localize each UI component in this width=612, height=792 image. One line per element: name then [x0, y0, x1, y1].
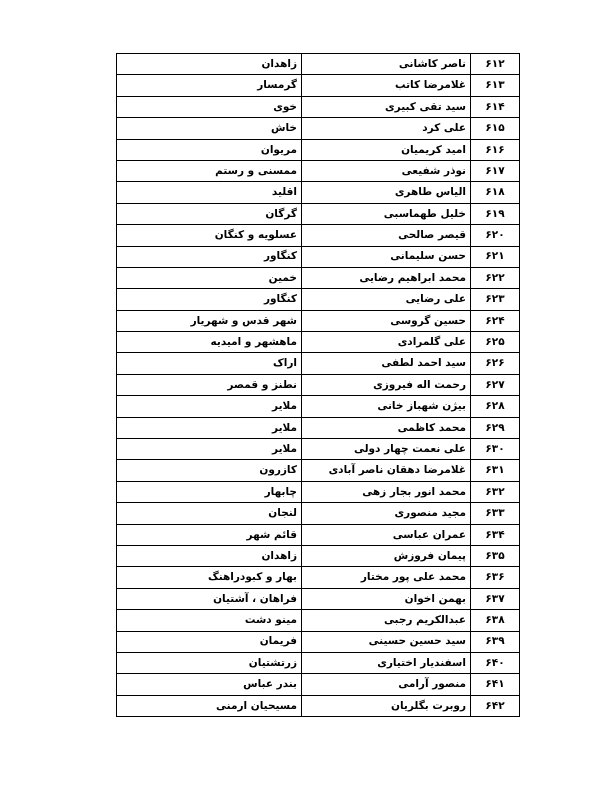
row-name: منصور آرامی — [302, 674, 471, 695]
row-name: علی کرد — [302, 118, 471, 139]
table-row — [117, 75, 520, 96]
row-city: بندر عباس — [117, 674, 302, 695]
row-city: مسیحیان ارمنی — [117, 695, 302, 716]
table-row — [117, 289, 520, 310]
row-number: ۶۲۹ — [471, 417, 520, 438]
table-row — [117, 545, 520, 566]
row-name: نوذر شفیعی — [302, 160, 471, 181]
row-name: سید احمد لطفی — [302, 353, 471, 374]
table-row — [117, 631, 520, 652]
row-city: زاهدان — [117, 54, 302, 75]
row-name: ناصر کاشانی — [302, 54, 471, 75]
row-name: خلیل طهماسبی — [302, 203, 471, 224]
row-number: ۶۳۴ — [471, 524, 520, 545]
row-name: حسن سلیمانی — [302, 246, 471, 267]
table-row — [117, 652, 520, 673]
row-number: ۶۱۵ — [471, 118, 520, 139]
row-number: ۶۴۰ — [471, 652, 520, 673]
row-number: ۶۲۳ — [471, 289, 520, 310]
table-row — [117, 182, 520, 203]
row-name: الیاس طاهری — [302, 182, 471, 203]
table-row — [117, 396, 520, 417]
table-row — [117, 460, 520, 481]
row-name: روبرت بگلریان — [302, 695, 471, 716]
row-city: ملایر — [117, 396, 302, 417]
row-city: چابهار — [117, 481, 302, 502]
row-city: کازرون — [117, 460, 302, 481]
row-name: سید تقی کبیری — [302, 96, 471, 117]
row-name: محمد ابراهیم رضایی — [302, 267, 471, 288]
row-city: مریوان — [117, 139, 302, 160]
row-city: زرتشتیان — [117, 652, 302, 673]
row-name: عمران عباسی — [302, 524, 471, 545]
row-number: ۶۲۶ — [471, 353, 520, 374]
row-name: سید حسین حسینی — [302, 631, 471, 652]
row-city: زاهدان — [117, 545, 302, 566]
row-number: ۶۲۴ — [471, 310, 520, 331]
row-city: کنگاور — [117, 289, 302, 310]
table-row — [117, 246, 520, 267]
table-row — [117, 503, 520, 524]
table-row — [117, 225, 520, 246]
row-number: ۶۳۰ — [471, 439, 520, 460]
row-city: ممسنی و رستم — [117, 160, 302, 181]
row-name: غلامرضا دهقان ناصر آبادی — [302, 460, 471, 481]
row-city: خاش — [117, 118, 302, 139]
row-city: بهار و کبودراهنگ — [117, 567, 302, 588]
table-row — [117, 695, 520, 716]
row-number: ۶۱۴ — [471, 96, 520, 117]
table-row — [117, 118, 520, 139]
table-row — [117, 417, 520, 438]
row-city: کنگاور — [117, 246, 302, 267]
row-number: ۶۱۷ — [471, 160, 520, 181]
row-city: قائم شهر — [117, 524, 302, 545]
row-city: ماهشهر و امیدیه — [117, 332, 302, 353]
table-row — [117, 481, 520, 502]
row-number: ۶۳۲ — [471, 481, 520, 502]
row-name: اسفندیار اختیاری — [302, 652, 471, 673]
roster-body — [117, 54, 520, 717]
row-city: فراهان ، آشتیان — [117, 588, 302, 609]
row-city: گرمسار — [117, 75, 302, 96]
row-city: عسلویه و کنگان — [117, 225, 302, 246]
row-city: فریمان — [117, 631, 302, 652]
row-city: شهر قدس و شهریار — [117, 310, 302, 331]
table-row — [117, 332, 520, 353]
table-row — [117, 353, 520, 374]
row-number: ۶۳۱ — [471, 460, 520, 481]
table-row — [117, 439, 520, 460]
row-name: عبدالکریم رجبی — [302, 610, 471, 631]
row-number: ۶۲۱ — [471, 246, 520, 267]
table-row — [117, 54, 520, 75]
row-city: ملایر — [117, 417, 302, 438]
roster-table — [116, 53, 520, 717]
row-city: ملایر — [117, 439, 302, 460]
row-name: بیژن شهباز خانی — [302, 396, 471, 417]
row-number: ۶۲۷ — [471, 374, 520, 395]
row-number: ۶۳۸ — [471, 610, 520, 631]
row-number: ۶۲۸ — [471, 396, 520, 417]
table-row — [117, 588, 520, 609]
row-number: ۶۳۵ — [471, 545, 520, 566]
table-row — [117, 524, 520, 545]
row-number: ۶۳۶ — [471, 567, 520, 588]
row-number: ۶۱۶ — [471, 139, 520, 160]
row-city: اقلید — [117, 182, 302, 203]
row-name: علی گلمرادی — [302, 332, 471, 353]
row-number: ۶۳۳ — [471, 503, 520, 524]
row-city: خمین — [117, 267, 302, 288]
table-row — [117, 674, 520, 695]
row-number: ۶۱۲ — [471, 54, 520, 75]
table-row — [117, 160, 520, 181]
table-row — [117, 139, 520, 160]
table-row — [117, 374, 520, 395]
row-city: مینو دشت — [117, 610, 302, 631]
row-number: ۶۴۲ — [471, 695, 520, 716]
row-city: لنجان — [117, 503, 302, 524]
row-name: قیصر صالحی — [302, 225, 471, 246]
row-name: غلامرضا کاتب — [302, 75, 471, 96]
row-city: نطنز و قمصر — [117, 374, 302, 395]
row-city: خوی — [117, 96, 302, 117]
row-name: محمد انور بجار زهی — [302, 481, 471, 502]
row-number: ۶۲۵ — [471, 332, 520, 353]
table-row — [117, 96, 520, 117]
table-row — [117, 567, 520, 588]
table-row — [117, 203, 520, 224]
row-city: اراک — [117, 353, 302, 374]
row-name: بهمن اخوان — [302, 588, 471, 609]
row-number: ۶۴۱ — [471, 674, 520, 695]
table-row — [117, 610, 520, 631]
table-row — [117, 310, 520, 331]
row-name: امید کریمیان — [302, 139, 471, 160]
row-name: علی رضایی — [302, 289, 471, 310]
row-city: گرگان — [117, 203, 302, 224]
row-name: محمد کاظمی — [302, 417, 471, 438]
row-number: ۶۱۹ — [471, 203, 520, 224]
row-name: علی نعمت چهار دولی — [302, 439, 471, 460]
row-number: ۶۳۹ — [471, 631, 520, 652]
row-number: ۶۲۰ — [471, 225, 520, 246]
row-name: پیمان فروزش — [302, 545, 471, 566]
row-number: ۶۲۲ — [471, 267, 520, 288]
row-number: ۶۱۳ — [471, 75, 520, 96]
row-number: ۶۳۷ — [471, 588, 520, 609]
row-name: محمد علی پور مختار — [302, 567, 471, 588]
row-number: ۶۱۸ — [471, 182, 520, 203]
row-name: حسین گروسی — [302, 310, 471, 331]
row-name: مجید منصوری — [302, 503, 471, 524]
table-row — [117, 267, 520, 288]
row-name: رحمت اله فیروزی — [302, 374, 471, 395]
